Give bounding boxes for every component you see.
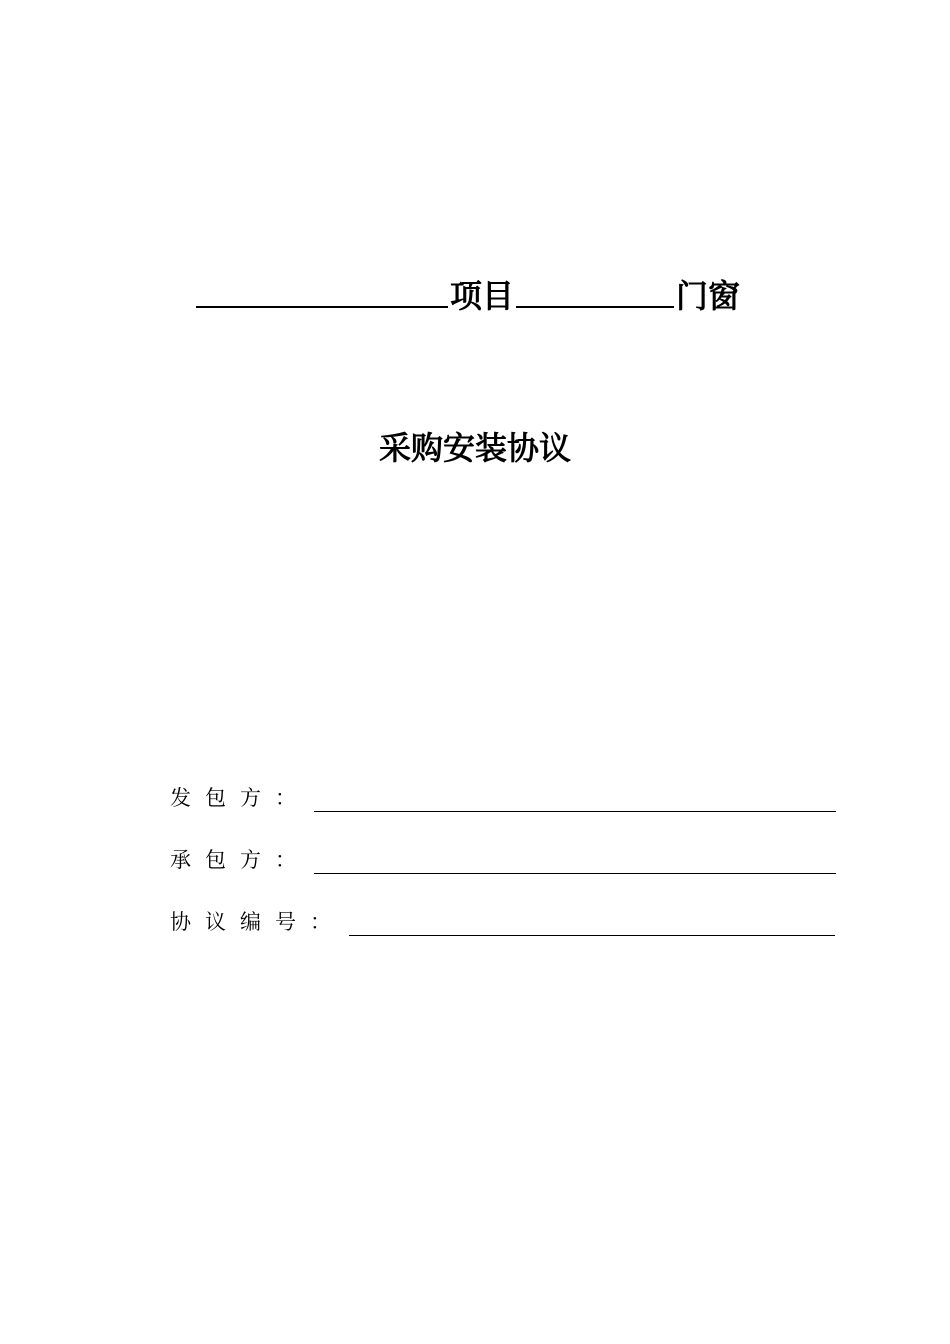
employer-field xyxy=(170,784,836,812)
project-name-blank xyxy=(196,274,448,308)
door-type-blank xyxy=(516,274,674,308)
contractor-blank xyxy=(314,849,836,874)
contractor-label: 承包方： xyxy=(170,848,310,872)
agreement-number-label: 协议编号： xyxy=(170,910,345,934)
employer-label: 发包方： xyxy=(170,786,310,810)
agreement-number-blank xyxy=(349,911,835,936)
employer-blank xyxy=(314,787,836,812)
title-project-word: 项目 xyxy=(450,277,515,315)
contractor-field xyxy=(170,846,836,874)
document-subtitle: 采购安装协议 xyxy=(378,429,571,467)
agreement-number-field xyxy=(170,908,835,936)
document-title xyxy=(196,270,742,314)
title-door-word: 门窗 xyxy=(676,277,741,315)
